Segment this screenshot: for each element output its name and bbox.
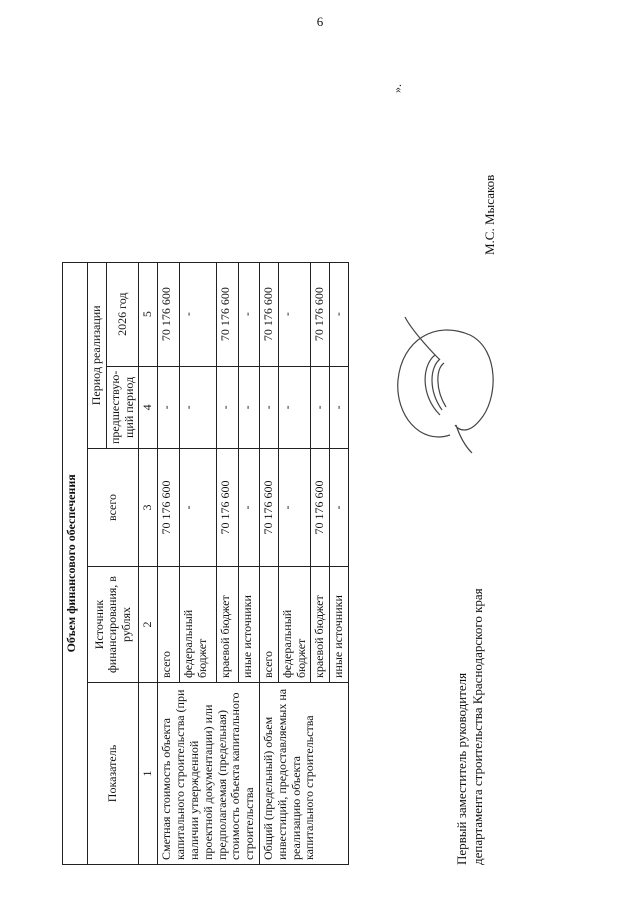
total-cell: - — [278, 449, 311, 567]
header-indicator: Показатель — [88, 683, 139, 865]
column-number: 4 — [139, 366, 158, 448]
handwritten-signature — [380, 315, 510, 455]
total-cell: 70 176 600 — [217, 449, 238, 567]
previous-period-cell: - — [330, 366, 349, 448]
header-year: 2026 год — [106, 262, 139, 366]
previous-period-cell: - — [217, 366, 238, 448]
total-cell: 70 176 600 — [158, 449, 179, 567]
total-cell: 70 176 600 — [259, 449, 278, 567]
source-cell: федеральный бюджет — [179, 567, 216, 683]
closing-quote: ». — [390, 84, 404, 93]
year-cell: 70 176 600 — [217, 262, 238, 366]
table-row — [259, 262, 278, 864]
previous-period-cell: - — [278, 366, 311, 448]
rotated-page-content — [62, 45, 622, 865]
signer-block — [454, 485, 485, 865]
indicator-estimated-cost: Сметная стоимость объекта капитального строительства (при наличии утвержденной проектной документации) или предполагаемая (предельная) стоимость объекта капитального строительства — [158, 683, 260, 865]
previous-period-cell: - — [311, 366, 330, 448]
column-number: 3 — [139, 449, 158, 567]
header-period: Период реализации — [88, 262, 107, 448]
source-cell: краевой бюджет — [217, 567, 238, 683]
table-row — [158, 262, 179, 864]
year-cell: - — [278, 262, 311, 366]
previous-period-cell: - — [179, 366, 216, 448]
indicator-total-investment: Общий (предельный) объем инвестиций, предоставляемых на реализацию объекта капитального строительства — [259, 683, 348, 865]
total-cell: - — [179, 449, 216, 567]
source-cell: иные источники — [238, 567, 259, 683]
header-total: всего — [88, 449, 139, 567]
page-number: 6 — [316, 14, 324, 29]
financing-table — [62, 262, 349, 865]
source-cell: всего — [158, 567, 179, 683]
header-source: Источник финансирования, в рублях — [88, 567, 139, 683]
source-cell: краевой бюджет — [311, 567, 330, 683]
signer-position-line2: департамента строительства Краснодарского края — [469, 588, 485, 865]
previous-period-cell: - — [259, 366, 278, 448]
signer-name: М.С. Мысаков — [482, 174, 497, 255]
previous-period-cell: - — [158, 366, 179, 448]
column-number: 1 — [139, 683, 158, 865]
header-previous-period: предшествую-щий период — [106, 366, 139, 448]
source-cell: федеральный бюджет — [278, 567, 311, 683]
year-cell: - — [330, 262, 349, 366]
total-cell: - — [238, 449, 259, 567]
column-number: 2 — [139, 567, 158, 683]
total-cell: 70 176 600 — [311, 449, 330, 567]
total-cell: - — [330, 449, 349, 567]
source-cell: всего — [259, 567, 278, 683]
signature-stroke — [398, 317, 493, 453]
year-cell: - — [238, 262, 259, 366]
column-number: 5 — [139, 262, 158, 366]
signer-position-line1: Первый заместитель руководителя — [454, 672, 469, 865]
year-cell: 70 176 600 — [311, 262, 330, 366]
year-cell: 70 176 600 — [259, 262, 278, 366]
previous-period-cell: - — [238, 366, 259, 448]
source-cell: иные источники — [330, 567, 349, 683]
column-numbers-row — [139, 262, 158, 864]
year-cell: - — [179, 262, 216, 366]
year-cell: 70 176 600 — [158, 262, 179, 366]
table-title: Объем финансового обеспечения — [63, 262, 88, 864]
